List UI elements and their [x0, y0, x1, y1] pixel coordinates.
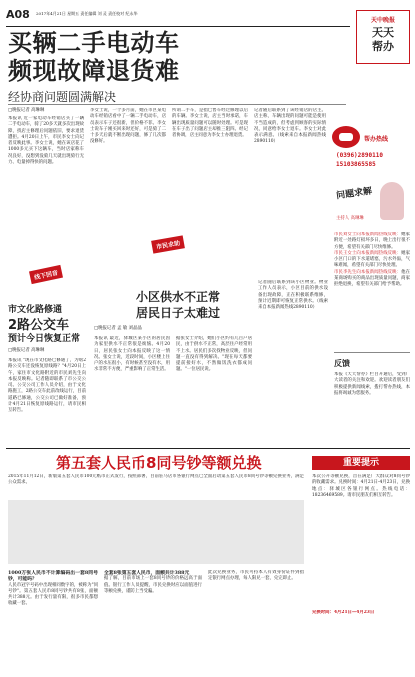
bottom-headline: 第五套人民币8同号钞等额兑换: [56, 454, 262, 472]
brand-top: 天中晚报: [370, 17, 395, 24]
notice-title: 重要提示: [342, 458, 379, 468]
bottom-col-b: [104, 570, 202, 670]
bus-body: 本报讯 "现在市文化路已修通了，为啥2路公交车还没恢复原线路？"4月20日上午，家住市文化路附近的市民刘先生向本报反映称。记者随即联系了市公交公司。公交公司工作人员介绍，由于文化路施工，2路公交车此前改线运行，目前道路已修通，公交公司已做好准备，预计4月21日恢复原线路运行，请市民相互转告。: [8, 358, 86, 414]
notice-header: [312, 456, 410, 470]
q1-head: 市民刘女士向本报新闻热线反映：: [334, 232, 402, 237]
page-number: A08: [6, 8, 30, 21]
bottom-col-c: 此次兑换业务，市民可持本人有效身份证件到指定银行网点办理，每人限兑一套，兑完即止。: [208, 570, 304, 582]
bottom-lead: 2015年11月12日，新版第五套人民币100元纸币正式发行，按照部署，目前驻马店市各银行网点已全面启动第五套人民币8同号钞等额兑换业务，满足公众需求。: [8, 474, 304, 486]
hotline-number-1: (0396)2890110: [336, 152, 383, 159]
feedback-head: 反馈: [334, 358, 350, 368]
offline-tag: 线下回音: [29, 265, 63, 284]
help-tag: 市民求助: [151, 235, 185, 253]
water-byline: □晚报记者 孟 敏 刘晶晶: [94, 326, 142, 331]
banner-host: 主持人 高琳琳: [336, 216, 364, 221]
lead-title-2: 频现故障退货难: [8, 57, 180, 85]
bottom-col-a: [8, 570, 98, 670]
feedback-body: 本报《天天帮办》栏目开通后，受到广大读者的关注和欢迎。欢迎读者朋友们积极提供新闻线索，拨打帮办热线，本报将竭诚为您服务。: [334, 372, 410, 396]
notice-body: 本次公开等额兑换，旨在满足广大群众对8同号钞的收藏需求。兑换时间：4月21日-4月23日，兑换地点：驿城区各银行网点。热线电话：18236469589。请市民朋友们相互转告。: [312, 474, 410, 498]
lead-byline: □晚报记者 高琳琳: [8, 108, 45, 113]
problem-banner: [330, 180, 408, 228]
brand-main: 天天 帮办: [372, 26, 394, 53]
hotline-number-2: 15103865585: [336, 161, 376, 168]
bottom-sub-2: 全套8张第五套人民币，面额共计388元: [104, 570, 190, 576]
phone-icon: [332, 126, 360, 148]
water-title-2: 居民日子太难过: [135, 306, 220, 320]
lead-col-1: 本报讯 近一家电动车经销店买了一辆二手电动车，骑了20多天就多次出现故障，找店主修理后问题依旧，要求退货遭拒。4月20日上午，市民李女士向记者反映此事。李女士说，她在该店花了1000多元买下这辆车，当时店家称车况良好，没想到没骑几天就出现骑行无力、电量掉得快的问题。: [8, 116, 84, 166]
lead-col-4: 记者随后联系到了该经销店的店主。店主称，车辆出现的问题可能是使用不当造成的，但考虑到顾客的实际情况，同意给李女士退车。李女士对此表示满意。（线索来自本报新闻热线2890110）: [254, 108, 326, 145]
water-col-3: 记者随后联系到该小区物业。物业工作人员表示，小区目前的供水设备出现故障，正在积极联系维修，预计近期即可恢复正常供水。（线索来自本报新闻热线2890110）: [258, 280, 328, 311]
section-rule: [6, 448, 410, 449]
bus-title-2: 2路公交车: [8, 318, 70, 333]
lead-title-1: 买辆二手电动车: [8, 29, 180, 57]
q2-head: 市民王女士向本报新闻热线反映：: [334, 250, 402, 256]
banner-title: 问题求解: [335, 186, 373, 202]
q3-body: 他在某商场购买的商品出现质量问题，商家拒绝退换，希望有关部门给予帮助。: [334, 269, 410, 288]
lead-col-3: 所谓二手车，是指已售车经过修理以后的车辆。李女士说，店主当时承诺，车辆出现质量问题可以随时处理。可是现在车子出了问题店主却推三阻四。经记者协调，店主同意为李女士办理退货。: [172, 108, 248, 139]
lead-rule: [8, 104, 346, 105]
bottom-col-b-body: 据了解，目前市场上一套8同号钞的价格远高于面值。银行工作人员提醒，市民兑换时应以面值进行等额兑换，谨防上当受骗。: [104, 576, 202, 594]
lead-subtitle: 经协商问题圆满解决: [8, 90, 117, 104]
notice-time: 兑换时间：4月21日—4月23日: [312, 610, 375, 615]
banknote-image: [8, 500, 304, 564]
bus-title-3: 预计今日恢复正常: [8, 334, 81, 344]
bottom-col-a-body: 人民币冠字号码中出现相同数字的，被称为"同号钞"。第五套人民币8同号钞共有8张，面额共计388元。由于发行量有限，很多市民都想收藏一套。: [8, 582, 98, 607]
bus-byline: □晚报记者 高琳琳: [8, 348, 45, 353]
questions: [334, 232, 410, 352]
lead-col-2: 李女士说，一个多月前，她在市区某电动车经销店看中了一辆二手电动车，店员表示车子还很新，但价格不菲。李女士说车子刚买回来时还好，可是骑了二十多天后就不断出现问题，修了几次都没修好。: [90, 108, 166, 145]
water-col-1: 本报讯 最近，驿城区某小区的居民因为家里供水不正常很是烦恼。4月20日，居民张女士向本报反映了这一情况。张女士说，近段时间，小区楼上住户的水压很小，有时候甚至没有水，用水非常不方便，严重影响了正常生活。: [94, 336, 170, 373]
q2-body: 她家小区门口的下水道堵塞，污水外溢，气味难闻，希望有关部门尽快处理。: [334, 250, 410, 269]
person-illustration: [380, 182, 404, 220]
brand-box: [356, 10, 410, 64]
date-line: 2017年4月21日 星期五 责任编辑 刘 灵 责任校对 纪永华: [36, 11, 138, 16]
bottom-sub-1: 1000万张人民币不计算编码出一套8同号钞，可能吗？: [8, 570, 98, 583]
q3-head: 市民李先生向本报新闻热线反映：: [334, 269, 402, 275]
header-rule: [6, 26, 350, 27]
water-title-1: 小区供水不正常: [135, 290, 220, 304]
water-col-2: 据张女士介绍，她们小区约有几百户居民，由于供水不正常，高层住户经常用不上水。居民们多次找物业反映，但问题一直没有得到解决。"现在每天都要提前接好水，不然做饭洗衣都成问题。"一位居民说。: [176, 336, 252, 373]
feedback-rule: [334, 352, 410, 353]
q1-body: 她家附近一处路灯损坏多日，晚上出行很不方便，希望有关部门尽快维修。: [334, 232, 410, 250]
bus-title-1: 市文化路修通: [8, 305, 63, 315]
hotline-label: 帮办热线: [364, 136, 389, 143]
